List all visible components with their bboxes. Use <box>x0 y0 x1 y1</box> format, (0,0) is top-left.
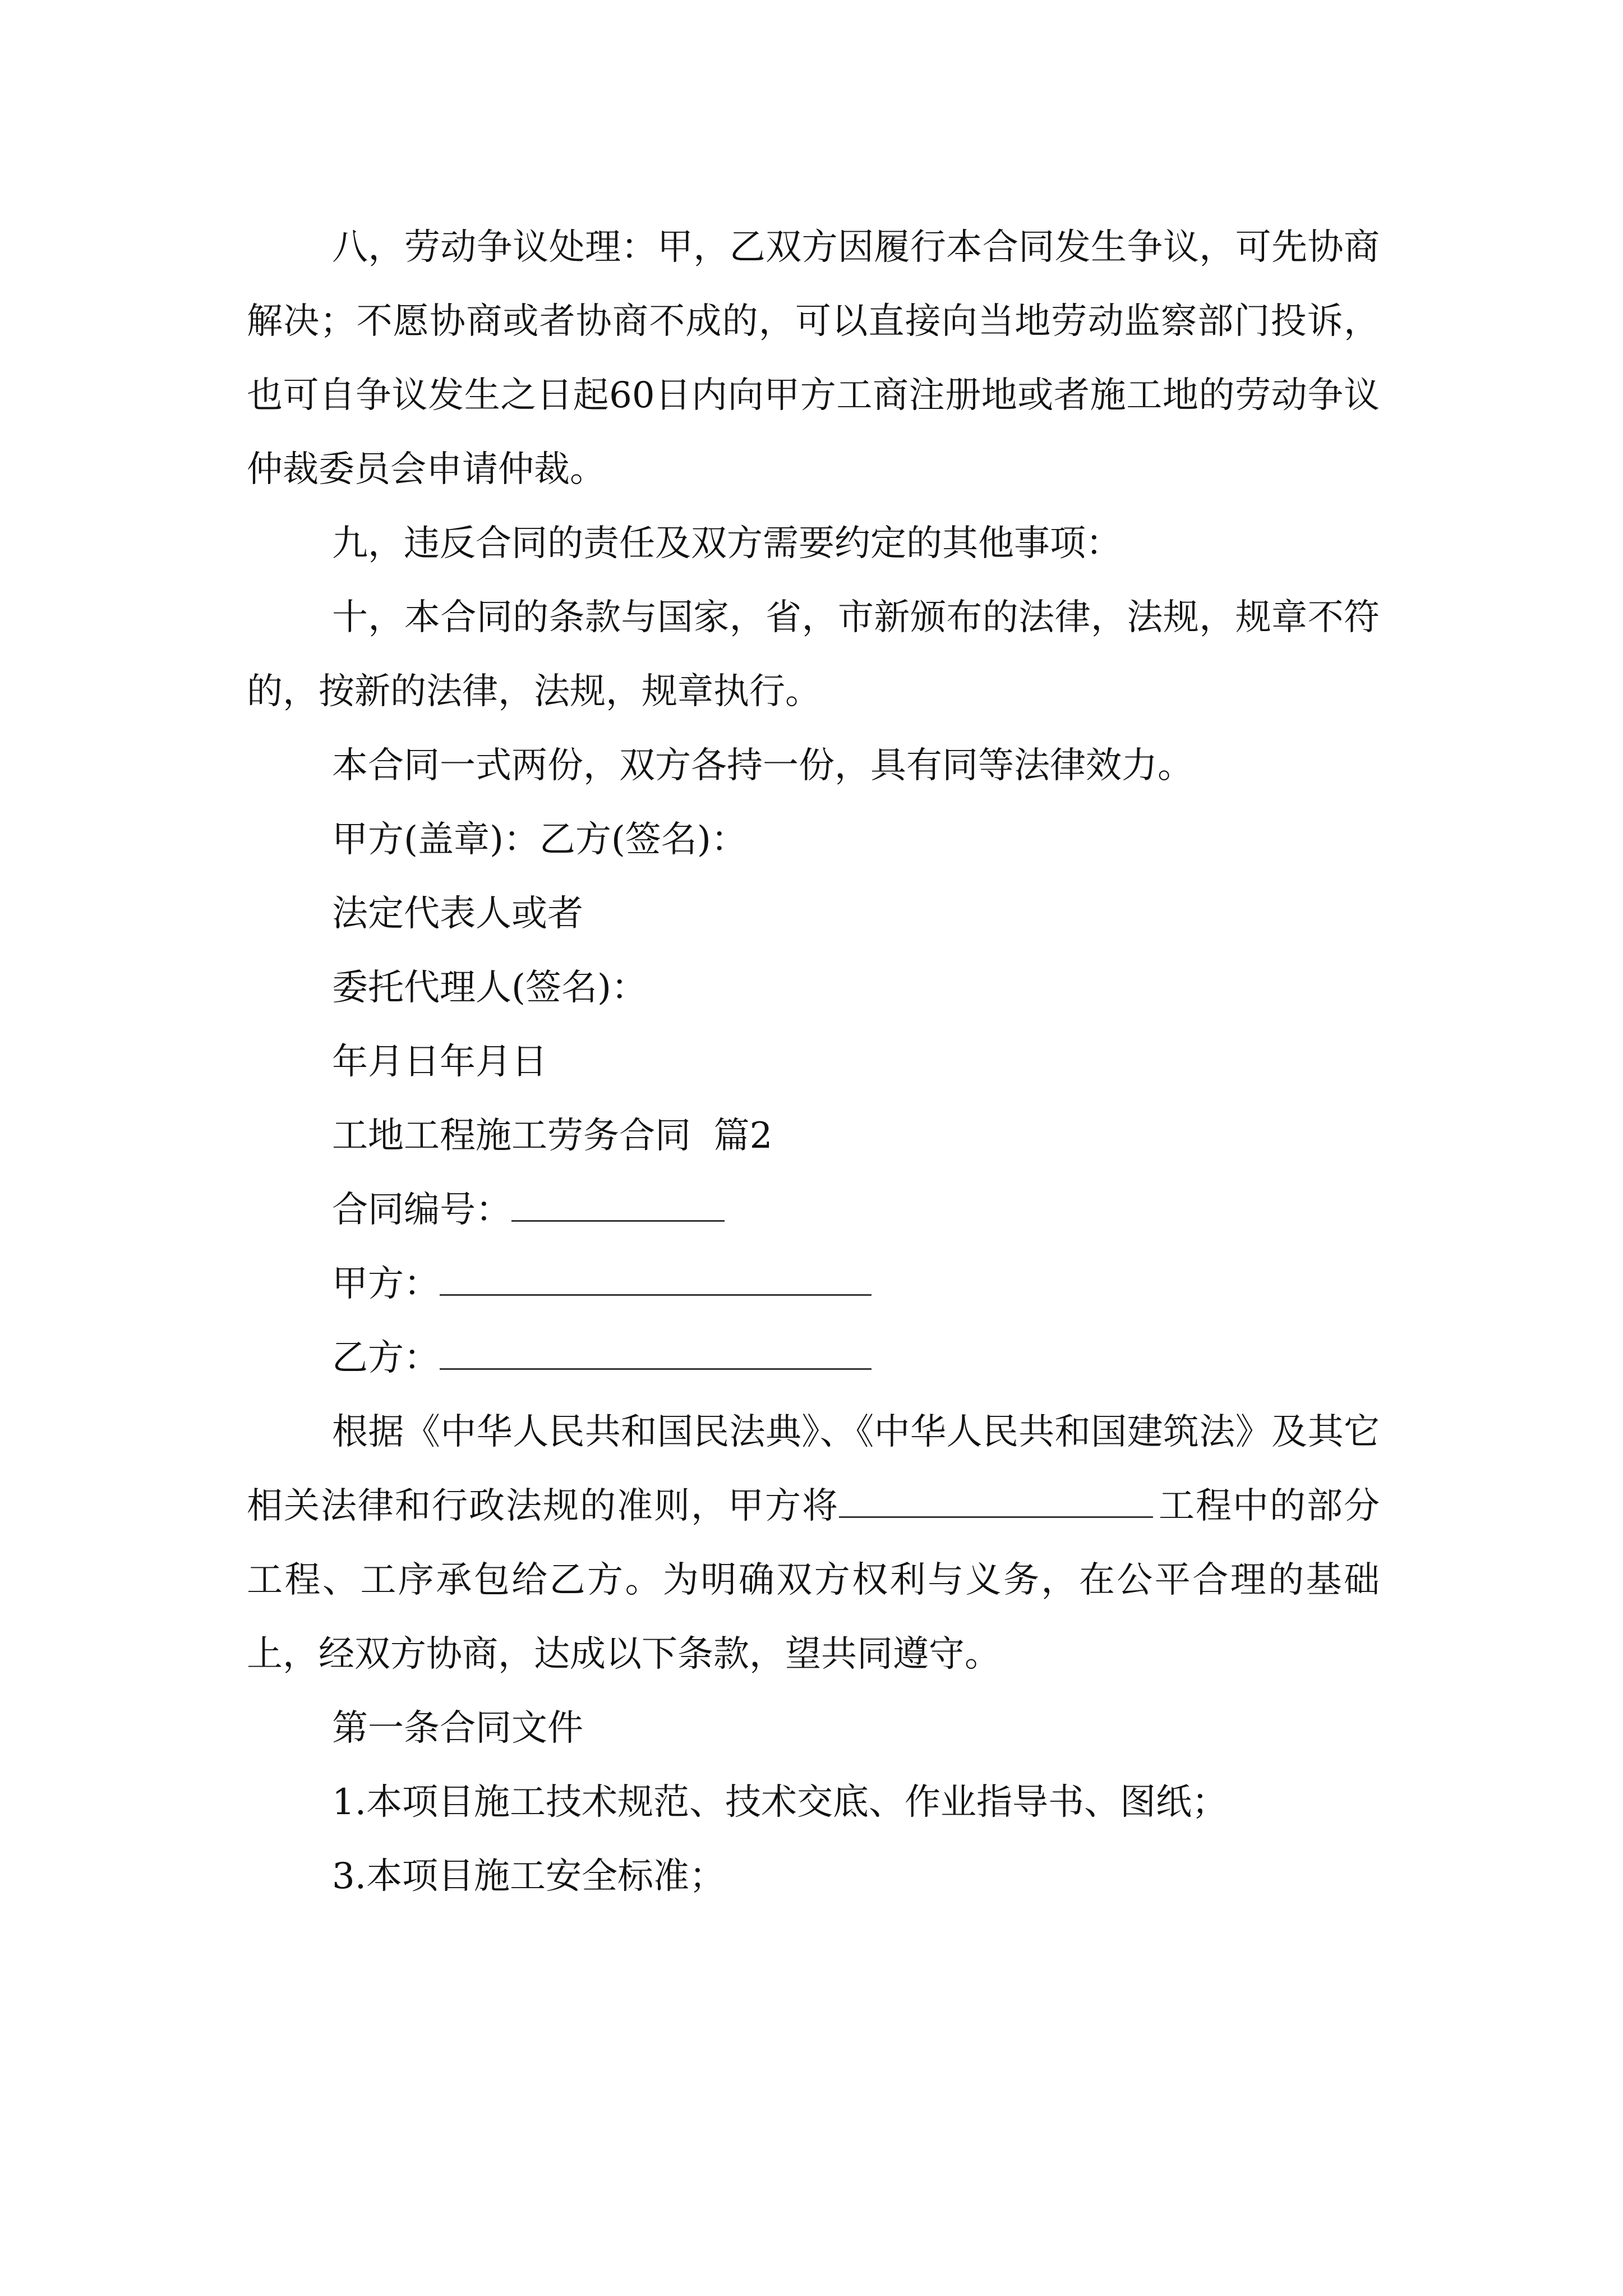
party-a-label: 甲方： <box>332 1263 440 1305</box>
legal-representative-line: 法定代表人或者 <box>332 893 583 935</box>
contract-number-label: 合同编号： <box>332 1189 511 1231</box>
party-a-blank <box>440 1264 872 1296</box>
contract-title-2: 工地工程施工劳务合同 篇2 <box>332 1115 773 1157</box>
legal-basis-text-2: 工程中的部分工程、工序承包给乙方。为明确双方权利与义务，在公平合理的基础上，经双方协商，达成以下条款，望共同遵守。 <box>247 1485 1380 1675</box>
legal-basis-text-1: 根据《中华人民共和国民法典》、《中华人民共和国建筑法》及其它相关法律和行政法规的准则，甲方将 <box>247 1411 1380 1527</box>
party-b-line <box>247 1321 1380 1395</box>
paragraph-copies: 本合同一式两份，双方各持一份，具有同等法律效力。 <box>332 745 1193 786</box>
article-1-item-1: 1.本项目施工技术规范、技术交底、作业指导书、图纸； <box>332 1782 1228 1823</box>
document-body <box>247 210 1380 1913</box>
agent-signature-line: 委托代理人(签名)： <box>332 967 647 1009</box>
paragraph-new-laws: 十，本合同的条款与国家，省，市新颁布的法律，法规，规章不符的，按新的法律，法规，规章执行。 <box>247 597 1380 712</box>
contract-number-blank <box>511 1190 725 1222</box>
paragraph-breach-liability: 九，违反合同的责任及双方需要约定的其他事项： <box>332 523 1122 564</box>
date-line: 年月日年月日 <box>332 1041 547 1083</box>
paragraph-legal-basis <box>247 1395 1380 1691</box>
party-b-label: 乙方： <box>332 1337 440 1379</box>
signature-line: 甲方(盖章)：乙方(签名)： <box>332 819 747 861</box>
paragraph-labor-dispute: 八，劳动争议处理：甲，乙双方因履行本合同发生争议，可先协商解决；不愿协商或者协商不成的，可以直接向当地劳动监察部门投诉，也可自争议发生之日起60日内向甲方工商注册地或者施工地的劳动争议仲裁委员会申请仲裁。 <box>247 227 1380 490</box>
project-name-blank <box>839 1486 1153 1518</box>
article-1-title: 第一条合同文件 <box>332 1708 583 1749</box>
article-1-item-3: 3.本项目施工安全标准； <box>332 1856 726 1897</box>
party-b-blank <box>440 1338 872 1370</box>
party-a-line <box>247 1247 1380 1321</box>
contract-number-line <box>247 1173 1380 1247</box>
